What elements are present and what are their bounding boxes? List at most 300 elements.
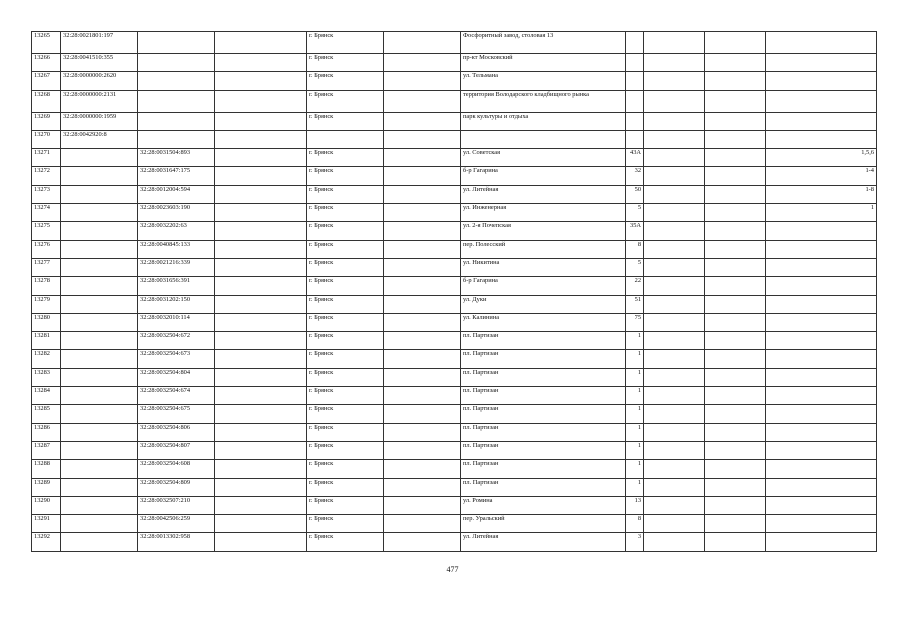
cadastral-number-land (61, 149, 138, 167)
empty-cell (215, 441, 307, 459)
premises-cell (766, 423, 877, 441)
house-number-cell: 22 (626, 277, 644, 295)
empty-cell (384, 185, 461, 203)
house-number-cell (626, 90, 644, 112)
premises-cell (766, 460, 877, 478)
street-cell: ул. Литейная (461, 185, 626, 203)
empty-cell (644, 167, 705, 185)
cadastral-number-building: 32:28:0031647:175 (138, 167, 215, 185)
table-row (32, 149, 877, 167)
premises-cell (766, 240, 877, 258)
row-number: 13267 (32, 72, 61, 90)
empty-cell (215, 368, 307, 386)
empty-cell (644, 368, 705, 386)
empty-cell (215, 277, 307, 295)
empty-cell (705, 112, 766, 130)
street-cell: ул. Советская (461, 149, 626, 167)
empty-cell (705, 240, 766, 258)
cadastral-number-land: 32:28:0000000:2131 (61, 90, 138, 112)
premises-cell (766, 313, 877, 331)
empty-cell (215, 130, 307, 148)
premises-cell (766, 515, 877, 533)
premises-cell (766, 405, 877, 423)
house-number-cell: 1 (626, 441, 644, 459)
empty-cell (705, 423, 766, 441)
empty-cell (705, 54, 766, 72)
empty-cell (384, 204, 461, 222)
empty-cell (384, 332, 461, 350)
cadastral-number-building: 32:28:0032504:809 (138, 478, 215, 496)
row-number: 13288 (32, 460, 61, 478)
empty-cell (644, 515, 705, 533)
empty-cell (215, 54, 307, 72)
cadastral-number-land (61, 167, 138, 185)
row-number: 13282 (32, 350, 61, 368)
cadastral-number-land (61, 533, 138, 551)
empty-cell (705, 441, 766, 459)
empty-cell (384, 387, 461, 405)
cadastral-number-land: 32:28:0000000:2620 (61, 72, 138, 90)
empty-cell (215, 423, 307, 441)
empty-cell (644, 423, 705, 441)
empty-cell (384, 515, 461, 533)
table-row (32, 405, 877, 423)
row-number: 13292 (32, 533, 61, 551)
row-number: 13280 (32, 313, 61, 331)
premises-cell (766, 496, 877, 514)
house-number-cell: 1 (626, 460, 644, 478)
house-number-cell: 3 (626, 533, 644, 551)
premises-cell (766, 222, 877, 240)
house-number-cell: 8 (626, 240, 644, 258)
empty-cell (644, 295, 705, 313)
street-cell: ул. 2-я Почепская (461, 222, 626, 240)
empty-cell (384, 423, 461, 441)
city-cell: г. Брянск (307, 90, 384, 112)
table-row (32, 441, 877, 459)
city-cell: г. Брянск (307, 441, 384, 459)
city-cell: г. Брянск (307, 423, 384, 441)
empty-cell (215, 112, 307, 130)
city-cell: г. Брянск (307, 478, 384, 496)
cadastral-number-building: 32:28:0032504:674 (138, 387, 215, 405)
street-cell: пл. Партизан (461, 405, 626, 423)
empty-cell (705, 460, 766, 478)
empty-cell (215, 295, 307, 313)
row-number: 13276 (32, 240, 61, 258)
street-cell: ул. Дуки (461, 295, 626, 313)
premises-cell (766, 478, 877, 496)
table-row (32, 478, 877, 496)
street-cell: пл. Партизан (461, 387, 626, 405)
house-number-cell: 8 (626, 515, 644, 533)
row-number: 13268 (32, 90, 61, 112)
street-cell: Фосфоритный завод, столовая 13 (461, 32, 626, 54)
house-number-cell: 13 (626, 496, 644, 514)
table-row (32, 90, 877, 112)
cadastral-number-building: 32:28:0040845:133 (138, 240, 215, 258)
page-number: 477 (446, 565, 459, 574)
city-cell: г. Брянск (307, 313, 384, 331)
cadastral-number-land: 32:28:0041510:355 (61, 54, 138, 72)
empty-cell (644, 313, 705, 331)
row-number: 13265 (32, 32, 61, 54)
table-row (32, 185, 877, 203)
city-cell: г. Брянск (307, 496, 384, 514)
house-number-cell: 50 (626, 185, 644, 203)
empty-cell (384, 350, 461, 368)
empty-cell (215, 258, 307, 276)
empty-cell (705, 515, 766, 533)
street-cell: ул. Никитина (461, 258, 626, 276)
premises-cell (766, 54, 877, 72)
empty-cell (644, 478, 705, 496)
cadastral-number-land: 32:28:0000000:1959 (61, 112, 138, 130)
empty-cell (705, 496, 766, 514)
city-cell (307, 130, 384, 148)
empty-cell (215, 149, 307, 167)
table-row (32, 368, 877, 386)
row-number: 13274 (32, 204, 61, 222)
cadastral-number-building: 32:28:0023603:190 (138, 204, 215, 222)
empty-cell (384, 368, 461, 386)
premises-cell (766, 258, 877, 276)
cadastral-number-building: 32:28:0032504:807 (138, 441, 215, 459)
empty-cell (705, 277, 766, 295)
row-number: 13287 (32, 441, 61, 459)
premises-cell: 1 (766, 204, 877, 222)
empty-cell (384, 90, 461, 112)
cadastral-number-building (138, 90, 215, 112)
cadastral-number-land (61, 332, 138, 350)
row-number: 13272 (32, 167, 61, 185)
cadastral-number-building (138, 130, 215, 148)
cadastral-number-building: 32:28:0013302:958 (138, 533, 215, 551)
empty-cell (384, 405, 461, 423)
street-cell: территория Володарского кладбищного рынка (461, 90, 626, 112)
table-row (32, 496, 877, 514)
table-row (32, 72, 877, 90)
empty-cell (644, 387, 705, 405)
city-cell: г. Брянск (307, 72, 384, 90)
cadastral-number-building: 32:28:0032504:806 (138, 423, 215, 441)
city-cell: г. Брянск (307, 240, 384, 258)
street-cell: б-р Гагарина (461, 167, 626, 185)
cadastral-number-land (61, 515, 138, 533)
empty-cell (215, 496, 307, 514)
premises-cell (766, 332, 877, 350)
empty-cell (705, 478, 766, 496)
empty-cell (215, 167, 307, 185)
row-number: 13290 (32, 496, 61, 514)
cadastral-number-land (61, 240, 138, 258)
cadastral-number-building: 32:28:0021216:339 (138, 258, 215, 276)
empty-cell (384, 240, 461, 258)
cadastral-number-building: 32:28:0031202:150 (138, 295, 215, 313)
cadastral-number-land: 32:28:0021801:197 (61, 32, 138, 54)
cadastral-number-land (61, 313, 138, 331)
city-cell: г. Брянск (307, 295, 384, 313)
premises-cell (766, 368, 877, 386)
cadastral-number-building (138, 54, 215, 72)
row-number: 13291 (32, 515, 61, 533)
row-number: 13266 (32, 54, 61, 72)
house-number-cell (626, 72, 644, 90)
city-cell: г. Брянск (307, 54, 384, 72)
empty-cell (215, 387, 307, 405)
empty-cell (384, 72, 461, 90)
premises-cell (766, 277, 877, 295)
house-number-cell (626, 130, 644, 148)
table-row (32, 32, 877, 54)
row-number: 13270 (32, 130, 61, 148)
cadastral-number-land (61, 496, 138, 514)
city-cell: г. Брянск (307, 368, 384, 386)
street-cell: пер. Уральский (461, 515, 626, 533)
empty-cell (215, 222, 307, 240)
cadastral-number-building: 32:28:0032202:63 (138, 222, 215, 240)
house-number-cell: 43А (626, 149, 644, 167)
empty-cell (644, 350, 705, 368)
table-row (32, 277, 877, 295)
row-number: 13284 (32, 387, 61, 405)
empty-cell (215, 350, 307, 368)
empty-cell (215, 90, 307, 112)
house-number-cell: 75 (626, 313, 644, 331)
street-cell: пл. Партизан (461, 332, 626, 350)
street-cell: парк культуры и отдыха (461, 112, 626, 130)
empty-cell (384, 295, 461, 313)
empty-cell (384, 460, 461, 478)
street-cell: пер. Полесский (461, 240, 626, 258)
table-row (32, 460, 877, 478)
empty-cell (384, 149, 461, 167)
cadastral-number-land (61, 277, 138, 295)
empty-cell (644, 90, 705, 112)
empty-cell (215, 72, 307, 90)
cadastral-number-land (61, 204, 138, 222)
row-number: 13283 (32, 368, 61, 386)
table-row (32, 332, 877, 350)
cadastral-number-land (61, 387, 138, 405)
empty-cell (705, 368, 766, 386)
cadastral-number-building: 32:28:0031504:893 (138, 149, 215, 167)
empty-cell (384, 258, 461, 276)
city-cell: г. Брянск (307, 533, 384, 551)
street-cell: пл. Партизан (461, 460, 626, 478)
empty-cell (705, 533, 766, 551)
cadastral-number-building (138, 112, 215, 130)
row-number: 13285 (32, 405, 61, 423)
empty-cell (705, 204, 766, 222)
city-cell: г. Брянск (307, 204, 384, 222)
city-cell: г. Брянск (307, 332, 384, 350)
empty-cell (705, 313, 766, 331)
city-cell: г. Брянск (307, 32, 384, 54)
house-number-cell: 1 (626, 405, 644, 423)
empty-cell (384, 167, 461, 185)
empty-cell (644, 533, 705, 551)
table-row (32, 350, 877, 368)
empty-cell (705, 72, 766, 90)
empty-cell (215, 185, 307, 203)
row-number: 13286 (32, 423, 61, 441)
house-number-cell: 1 (626, 350, 644, 368)
table-row (32, 240, 877, 258)
cadastral-number-building: 32:28:0032504:673 (138, 350, 215, 368)
street-cell: пл. Партизан (461, 478, 626, 496)
empty-cell (705, 32, 766, 54)
empty-cell (644, 441, 705, 459)
premises-cell (766, 130, 877, 148)
city-cell: г. Брянск (307, 277, 384, 295)
empty-cell (644, 258, 705, 276)
street-cell: ул. Ромина (461, 496, 626, 514)
city-cell: г. Брянск (307, 167, 384, 185)
row-number: 13269 (32, 112, 61, 130)
table-row (32, 222, 877, 240)
cadastral-number-land (61, 405, 138, 423)
empty-cell (705, 90, 766, 112)
empty-cell (215, 32, 307, 54)
cadastral-number-building: 32:28:0042506:259 (138, 515, 215, 533)
empty-cell (705, 149, 766, 167)
cadastral-number-building: 32:28:0032504:672 (138, 332, 215, 350)
empty-cell (644, 496, 705, 514)
empty-cell (215, 405, 307, 423)
house-number-cell: 51 (626, 295, 644, 313)
empty-cell (705, 332, 766, 350)
empty-cell (644, 72, 705, 90)
premises-cell (766, 387, 877, 405)
premises-cell: 1,5,6 (766, 149, 877, 167)
house-number-cell: 35А (626, 222, 644, 240)
empty-cell (705, 185, 766, 203)
empty-cell (705, 295, 766, 313)
city-cell: г. Брянск (307, 515, 384, 533)
cadastral-number-building: 32:28:0032010:114 (138, 313, 215, 331)
empty-cell (384, 32, 461, 54)
row-number: 13273 (32, 185, 61, 203)
cadastral-number-building: 32:28:0012004:594 (138, 185, 215, 203)
empty-cell (644, 54, 705, 72)
empty-cell (384, 277, 461, 295)
empty-cell (705, 405, 766, 423)
house-number-cell: 1 (626, 387, 644, 405)
registry-table (31, 31, 877, 552)
empty-cell (215, 204, 307, 222)
premises-cell (766, 90, 877, 112)
house-number-cell: 1 (626, 423, 644, 441)
row-number: 13271 (32, 149, 61, 167)
city-cell: г. Брянск (307, 405, 384, 423)
city-cell: г. Брянск (307, 350, 384, 368)
premises-cell: 1-4 (766, 167, 877, 185)
premises-cell (766, 295, 877, 313)
empty-cell (705, 387, 766, 405)
empty-cell (384, 496, 461, 514)
premises-cell (766, 112, 877, 130)
city-cell: г. Брянск (307, 387, 384, 405)
empty-cell (644, 460, 705, 478)
table-row (32, 423, 877, 441)
table-row (32, 533, 877, 551)
row-number: 13281 (32, 332, 61, 350)
row-number: 13279 (32, 295, 61, 313)
cadastral-number-land (61, 423, 138, 441)
empty-cell (215, 515, 307, 533)
row-number: 13278 (32, 277, 61, 295)
table-row (32, 130, 877, 148)
cadastral-number-land (61, 350, 138, 368)
table-row (32, 515, 877, 533)
house-number-cell: 32 (626, 167, 644, 185)
empty-cell (644, 222, 705, 240)
street-cell: пл. Партизан (461, 350, 626, 368)
house-number-cell: 1 (626, 368, 644, 386)
cadastral-number-building: 32:28:0032504:804 (138, 368, 215, 386)
house-number-cell: 1 (626, 478, 644, 496)
empty-cell (215, 478, 307, 496)
house-number-cell: 5 (626, 258, 644, 276)
empty-cell (384, 533, 461, 551)
table-row (32, 258, 877, 276)
cadastral-number-building: 32:28:0032504:675 (138, 405, 215, 423)
cadastral-number-building: 32:28:0032507:210 (138, 496, 215, 514)
empty-cell (644, 32, 705, 54)
premises-cell (766, 350, 877, 368)
street-cell (461, 130, 626, 148)
cadastral-number-building (138, 32, 215, 54)
empty-cell (215, 460, 307, 478)
street-cell: ул. Литейная (461, 533, 626, 551)
empty-cell (644, 240, 705, 258)
street-cell: пл. Партизан (461, 423, 626, 441)
empty-cell (384, 441, 461, 459)
table-row (32, 204, 877, 222)
city-cell: г. Брянск (307, 258, 384, 276)
street-cell: пл. Партизан (461, 441, 626, 459)
cadastral-number-land (61, 478, 138, 496)
house-number-cell (626, 32, 644, 54)
row-number: 13289 (32, 478, 61, 496)
cadastral-number-building (138, 72, 215, 90)
city-cell: г. Брянск (307, 460, 384, 478)
city-cell: г. Брянск (307, 149, 384, 167)
empty-cell (705, 258, 766, 276)
street-cell: ул. Инженерная (461, 204, 626, 222)
empty-cell (215, 332, 307, 350)
street-cell: ул. Тельмана (461, 72, 626, 90)
cadastral-number-land (61, 441, 138, 459)
empty-cell (644, 332, 705, 350)
empty-cell (384, 54, 461, 72)
empty-cell (215, 533, 307, 551)
empty-cell (644, 405, 705, 423)
empty-cell (215, 240, 307, 258)
cadastral-number-land: 32:28:0042920:8 (61, 130, 138, 148)
cadastral-number-land (61, 185, 138, 203)
cadastral-number-building: 32:28:0031656:391 (138, 277, 215, 295)
house-number-cell: 5 (626, 204, 644, 222)
premises-cell (766, 32, 877, 54)
cadastral-number-land (61, 258, 138, 276)
empty-cell (215, 313, 307, 331)
street-cell: пр-кт Московский (461, 54, 626, 72)
empty-cell (644, 204, 705, 222)
row-number: 13277 (32, 258, 61, 276)
table-row (32, 387, 877, 405)
